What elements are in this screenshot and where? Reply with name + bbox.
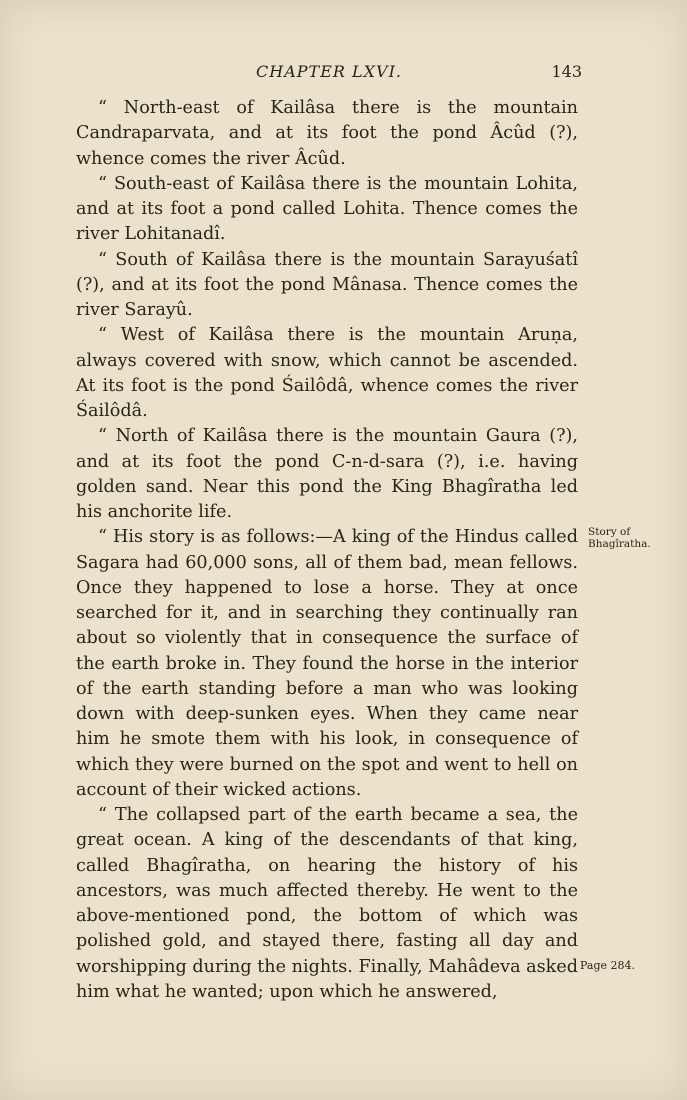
body-text: [76, 96, 578, 1005]
paragraph-north: “ North of Kailâsa there is the mountain Gaura (?), and at its foot the pond C-n-d-sara (?), i.e. having golden sand. Near this pond the King Bhagîratha led his anchorite life.: [76, 426, 578, 522]
marginal-note-story: [588, 526, 678, 550]
paragraph-south: “ South of Kailâsa there is the mountain Sarayuśatî (?), and at its foot the pond Mânasa. Thence comes the river Sarayû.: [76, 249, 578, 320]
chapter-title: CHAPTER LXVI.: [256, 62, 402, 81]
page-number: 143: [551, 62, 582, 81]
running-head: [76, 60, 582, 86]
marginal-note-page-ref: Page 284.: [580, 959, 636, 972]
marginal-note-story-line1: Story of: [588, 526, 631, 538]
paragraph-story: “ His story is as follows:—A king of the Hindus called Sagara had 60,000 sons, all of them bad, mean fellows. Once they happened to lose a horse. They at once searched for it, and in searching they continually ran about so violently that in consequence the surface of the earth broke in. They found the horse in the interior of the earth standing before a man who was looking down with deep-sunken eyes. When they came near him he smote them with his look, in consequence of which they were burned on the spot and went to hell on account of their wicked actions.: [76, 527, 578, 800]
paragraph-ocean: “ The collapsed part of the earth became a sea, the great ocean. A king of the descendants of that king, called Bhagîratha, on hearing the history of his ancestors, was much affected thereby. He went to the above-mentioned pond, the bottom of which was polished gold, and stayed there, fasting all day and worshipping during the nights. Finally, Mahâdeva asked him what he wanted; upon which he answered,: [76, 805, 579, 1002]
paragraph-south-east: “ South-east of Kailâsa there is the mountain Lohita, and at its foot a pond called Lohita. Thence comes the river Lohitanadî.: [76, 173, 578, 245]
paragraph-west: “ West of Kailâsa there is the mountain Aruṇa, always covered with snow, which cannot be ascended. At its foot is the pond Śailôdâ, whence comes the river Śailôdâ.: [76, 325, 578, 421]
paragraph-north-east: “ North-east of Kailâsa there is the mountain Candraparvata, and at its foot the pond Âcûd (?), whence comes the river Âcûd.: [76, 98, 578, 169]
marginal-note-story-line2: Bhagîratha.: [588, 538, 651, 550]
